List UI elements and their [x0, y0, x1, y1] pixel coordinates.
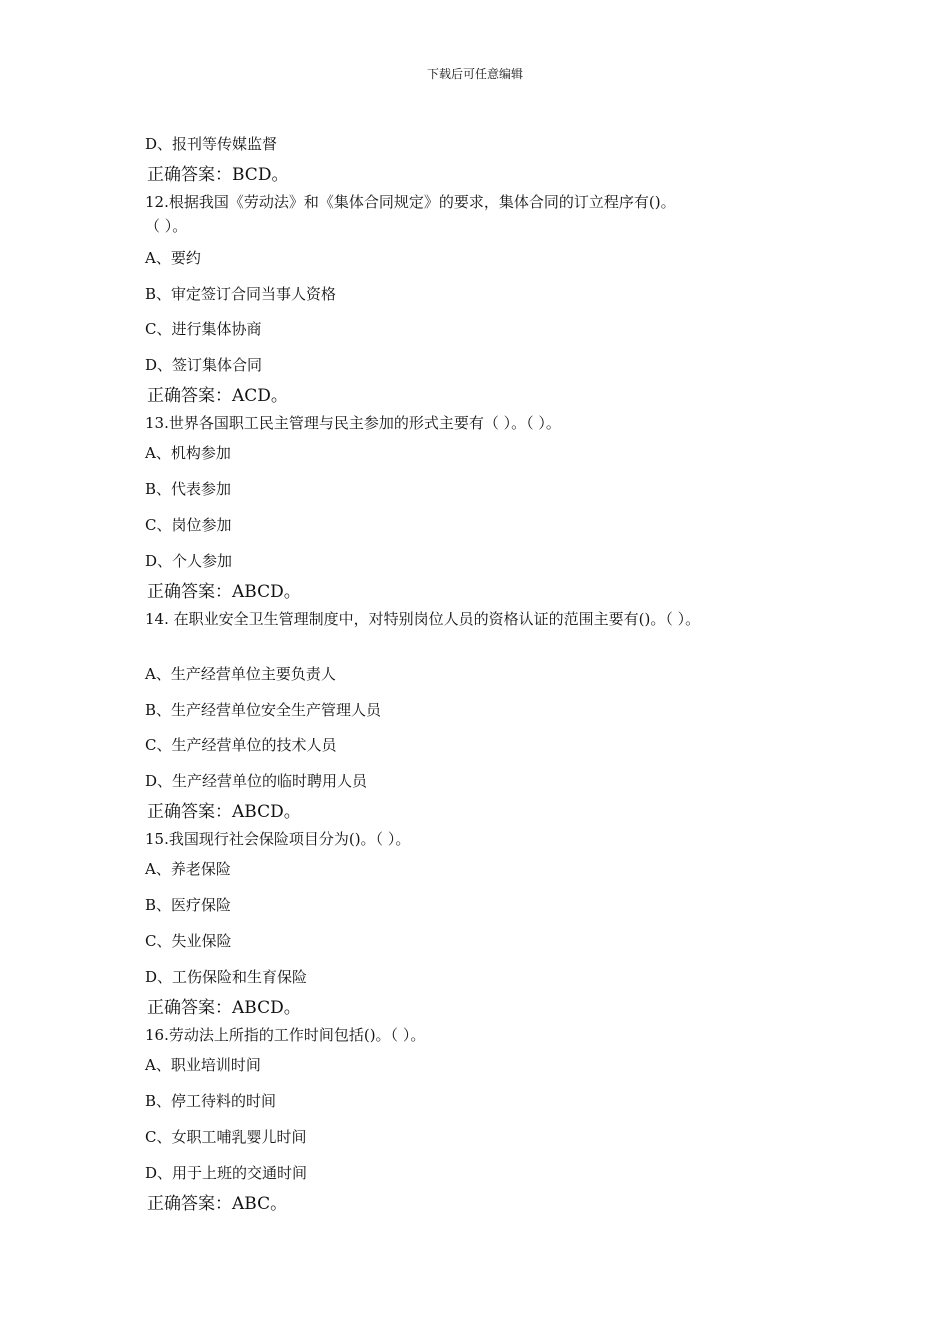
answer-line: 正确答案：BCD。: [147, 165, 289, 185]
option-line: A、养老保险: [145, 860, 231, 878]
option-line: B、生产经营单位安全生产管理人员: [145, 701, 382, 719]
question-line: （ ）。: [145, 217, 188, 235]
option-line: C、失业保险: [145, 932, 232, 950]
option-line: B、审定签订合同当事人资格: [145, 285, 337, 303]
option-line: A、生产经营单位主要负责人: [145, 665, 336, 683]
option-line: D、生产经营单位的临时聘用人员: [145, 772, 368, 790]
option-line: C、生产经营单位的技术人员: [145, 736, 337, 754]
option-line: A、要约: [145, 249, 201, 267]
option-line: A、机构参加: [145, 444, 231, 462]
option-line: B、代表参加: [145, 480, 232, 498]
answer-line: 正确答案：ABCD。: [147, 582, 301, 602]
option-line: D、工伤保险和生育保险: [145, 968, 308, 986]
question-line: 16.劳动法上所指的工作时间包括()。（ ）。: [145, 1026, 426, 1044]
option-line: D、个人参加: [145, 552, 233, 570]
answer-line: 正确答案：ABCD。: [147, 802, 301, 822]
question-line: 14. 在职业安全卫生管理制度中，对特别岗位人员的资格认证的范围主要有()。（ ）。: [145, 610, 701, 628]
answer-line: 正确答案：ABC。: [147, 1194, 288, 1214]
answer-line: 正确答案：ABCD。: [147, 998, 301, 1018]
option-line: A、职业培训时间: [145, 1056, 261, 1074]
option-line: D、签订集体合同: [145, 356, 263, 374]
option-line: B、医疗保险: [145, 896, 232, 914]
option-line: C、女职工哺乳婴儿时间: [145, 1128, 307, 1146]
answer-line: 正确答案：ACD。: [147, 386, 288, 406]
option-line: D、用于上班的交通时间: [145, 1164, 308, 1182]
option-line: B、停工待料的时间: [145, 1092, 277, 1110]
option-line: C、进行集体协商: [145, 320, 262, 338]
question-line: 15.我国现行社会保险项目分为()。（ ）。: [145, 830, 411, 848]
option-line: C、岗位参加: [145, 516, 232, 534]
question-line: 13.世界各国职工民主管理与民主参加的形式主要有（ ）。（ ）。: [145, 414, 561, 432]
page-header: 下载后可任意编辑: [426, 67, 523, 81]
question-line: 12.根据我国《劳动法》和《集体合同规定》的要求，集体合同的订立程序有()。: [145, 193, 676, 211]
option-line: D、报刊等传媒监督: [145, 135, 278, 153]
